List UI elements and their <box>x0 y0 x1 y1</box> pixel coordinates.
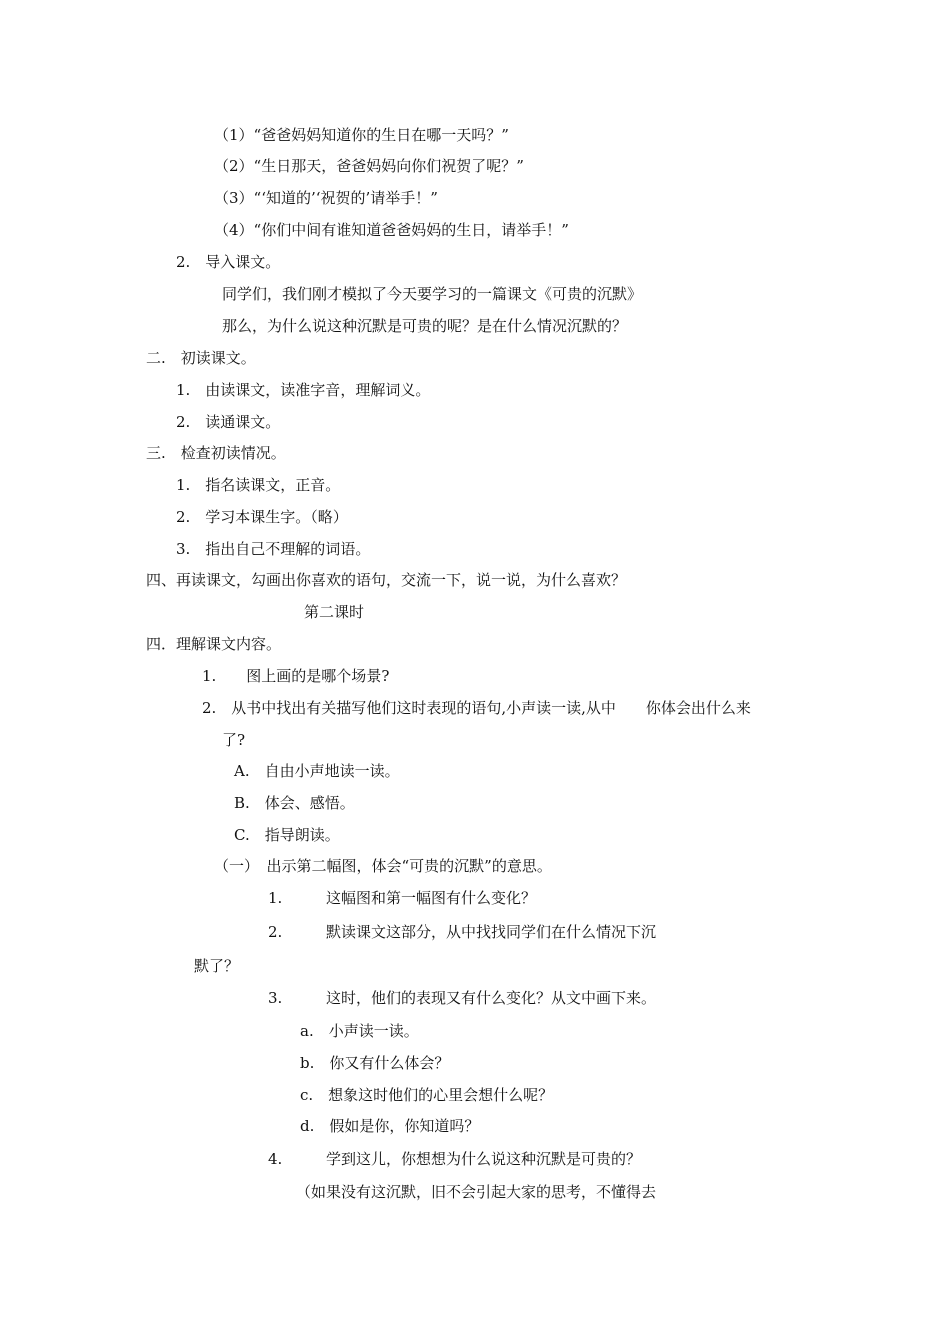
text-line: （4）“你们中间有谁知道爸爸妈妈的生日，请举手！” <box>214 221 569 239</box>
sub-section-heading: （一） 出示第二幅图，体会“可贵的沉默”的意思。 <box>214 857 552 875</box>
list-item: B. 体会、感悟。 <box>234 794 355 812</box>
list-number: 4. <box>268 1150 283 1168</box>
list-item: 3. 指出自己不理解的词语。 <box>176 540 371 558</box>
text-line: （3）“‘知道的’‘祝贺的’请举手！” <box>214 189 438 207</box>
list-number: 1. <box>268 889 283 907</box>
list-item: c. 想象这时他们的心里会想什么呢？ <box>300 1086 554 1104</box>
list-number: 3. <box>268 989 283 1007</box>
list-item: A. 自由小声地读一读。 <box>234 762 400 780</box>
text-line: （如果没有这沉默，旧不会引起大家的思考，不懂得去 <box>296 1183 657 1201</box>
list-item: 这时，他们的表现又有什么变化？从文中画下来。 <box>326 989 657 1007</box>
list-item: 2. 导入课文。 <box>176 253 281 271</box>
list-item: 2. 学习本课生字。（略） <box>176 508 348 526</box>
list-item: 2. 从书中找出有关描写他们这时表现的语句,小声读一读,从中 你体会出什么来 <box>202 699 751 717</box>
text-line: 了? <box>222 731 246 749</box>
list-item: a. 小声读一读。 <box>300 1022 419 1040</box>
text-line: 同学们，我们刚才模拟了今天要学习的一篇课文《可贵的沉默》 <box>222 285 643 303</box>
section-heading: 四、再读课文，勾画出你喜欢的语句，交流一下，说一说，为什么喜欢？ <box>146 571 627 589</box>
text-line: （1）“爸爸妈妈知道你的生日在哪一天吗？” <box>214 126 509 144</box>
list-item: b. 你又有什么体会？ <box>300 1054 450 1072</box>
list-item: 1. 由读课文，读准字音，理解词义。 <box>176 381 431 399</box>
section-heading: 二. 初读课文。 <box>146 349 256 367</box>
list-item: 学到这儿，你想想为什么说这种沉默是可贵的？ <box>326 1150 642 1168</box>
list-item: 默读课文这部分，从中找找同学们在什么情况下沉 <box>326 923 657 941</box>
list-number: 2. <box>268 923 283 941</box>
lesson-heading: 第二课时 <box>304 603 365 621</box>
list-item: 这幅图和第一幅图有什么变化？ <box>326 889 537 907</box>
section-heading: 三. 检查初读情况。 <box>146 444 286 462</box>
text-line: 那么，为什么说这种沉默是可贵的呢？是在什么情况沉默的？ <box>222 317 628 335</box>
list-item: 2. 读通课文。 <box>176 413 281 431</box>
section-heading: 四．理解课文内容。 <box>146 635 282 653</box>
text-line: 默了？ <box>194 957 240 975</box>
text-line: （2）“生日那天，爸爸妈妈向你们祝贺了呢？” <box>214 157 524 175</box>
list-item: C. 指导朗读。 <box>234 826 340 844</box>
list-item: 1. 指名读课文，正音。 <box>176 476 341 494</box>
list-item: d. 假如是你，你知道吗？ <box>300 1117 480 1135</box>
list-item: 1. 图上画的是哪个场景? <box>202 667 390 685</box>
